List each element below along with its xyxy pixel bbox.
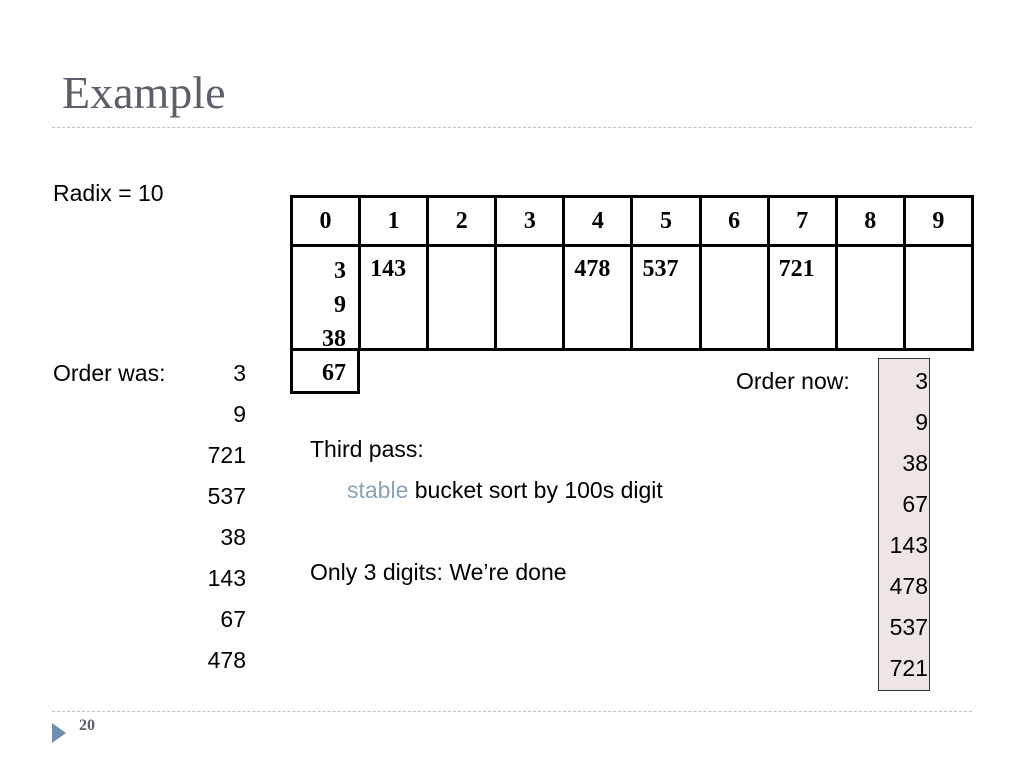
order-was-item: 38 bbox=[220, 524, 246, 550]
order-now-item: 537 bbox=[889, 614, 928, 640]
order-now-item: 478 bbox=[889, 573, 928, 599]
bucket-cell-8 bbox=[838, 244, 906, 348]
bucket-cell-4 bbox=[565, 244, 633, 348]
bucket-value: 143 bbox=[370, 256, 407, 282]
bucket-header-9: 9 bbox=[932, 207, 945, 234]
bucket-cell-1 bbox=[361, 244, 429, 348]
bucket-header-2: 2 bbox=[429, 198, 497, 244]
bucket-cell-5 bbox=[633, 244, 701, 348]
third-pass-description bbox=[347, 477, 663, 504]
bucket-header-3: 3 bbox=[497, 198, 565, 244]
triangle-bullet-icon bbox=[52, 723, 66, 743]
bucket-value: 537 bbox=[642, 256, 679, 282]
bucket-0-values bbox=[296, 256, 346, 392]
bucket-0-value: 67 bbox=[322, 360, 346, 386]
order-was-item: 478 bbox=[207, 647, 246, 673]
order-was-list bbox=[170, 360, 246, 688]
bucket-header-4: 4 bbox=[565, 198, 633, 244]
bucket-header-5: 5 bbox=[633, 198, 701, 244]
order-was-item: 9 bbox=[233, 401, 246, 427]
order-was-item: 3 bbox=[233, 360, 246, 386]
radix-label: Radix = 10 bbox=[53, 180, 164, 206]
bucket-header-7: 7 bbox=[770, 198, 838, 244]
bucket-0-value: 9 bbox=[334, 292, 346, 318]
bucket-value: 721 bbox=[778, 256, 815, 282]
order-was-item: 143 bbox=[207, 565, 246, 591]
done-text: Only 3 digits: We’re done bbox=[310, 559, 567, 585]
order-was-item: 537 bbox=[207, 483, 246, 509]
bucket-cell-6 bbox=[702, 244, 770, 348]
order-was-item: 67 bbox=[220, 606, 246, 632]
bucket-header-8: 8 bbox=[838, 198, 906, 244]
top-divider bbox=[52, 127, 972, 128]
order-now-item: 38 bbox=[902, 450, 928, 476]
bucket-0-value: 3 bbox=[334, 258, 346, 284]
bucket-0-value: 38 bbox=[322, 326, 346, 352]
order-was-item: 721 bbox=[207, 442, 246, 468]
order-now-item: 3 bbox=[915, 368, 928, 394]
stable-keyword: stable bbox=[347, 477, 409, 503]
bucket-value: 478 bbox=[574, 256, 611, 282]
order-now-item: 143 bbox=[889, 532, 928, 558]
bucket-cell-9 bbox=[906, 244, 971, 348]
third-pass-heading: Third pass: bbox=[310, 436, 424, 462]
page-number: 20 bbox=[79, 717, 95, 734]
bucket-header-0: 0 bbox=[293, 198, 361, 244]
bucket-body-row bbox=[290, 244, 974, 351]
third-pass-rest: bucket sort by 100s digit bbox=[408, 477, 663, 503]
bottom-divider bbox=[52, 711, 972, 712]
bucket-cell-2 bbox=[429, 244, 497, 348]
bucket-header-row bbox=[290, 195, 974, 247]
bucket-cell-3 bbox=[497, 244, 565, 348]
order-now-item: 9 bbox=[915, 409, 928, 435]
order-now-item: 67 bbox=[902, 491, 928, 517]
slide-title: Example bbox=[62, 67, 226, 118]
order-now-item: 721 bbox=[889, 655, 928, 681]
bucket-header-6: 6 bbox=[702, 198, 770, 244]
order-now-label: Order now: bbox=[736, 368, 850, 394]
bucket-cell-7 bbox=[770, 244, 838, 348]
order-was-label: Order was: bbox=[53, 360, 166, 386]
bucket-header-1: 1 bbox=[361, 198, 429, 244]
order-now-list bbox=[878, 366, 928, 694]
